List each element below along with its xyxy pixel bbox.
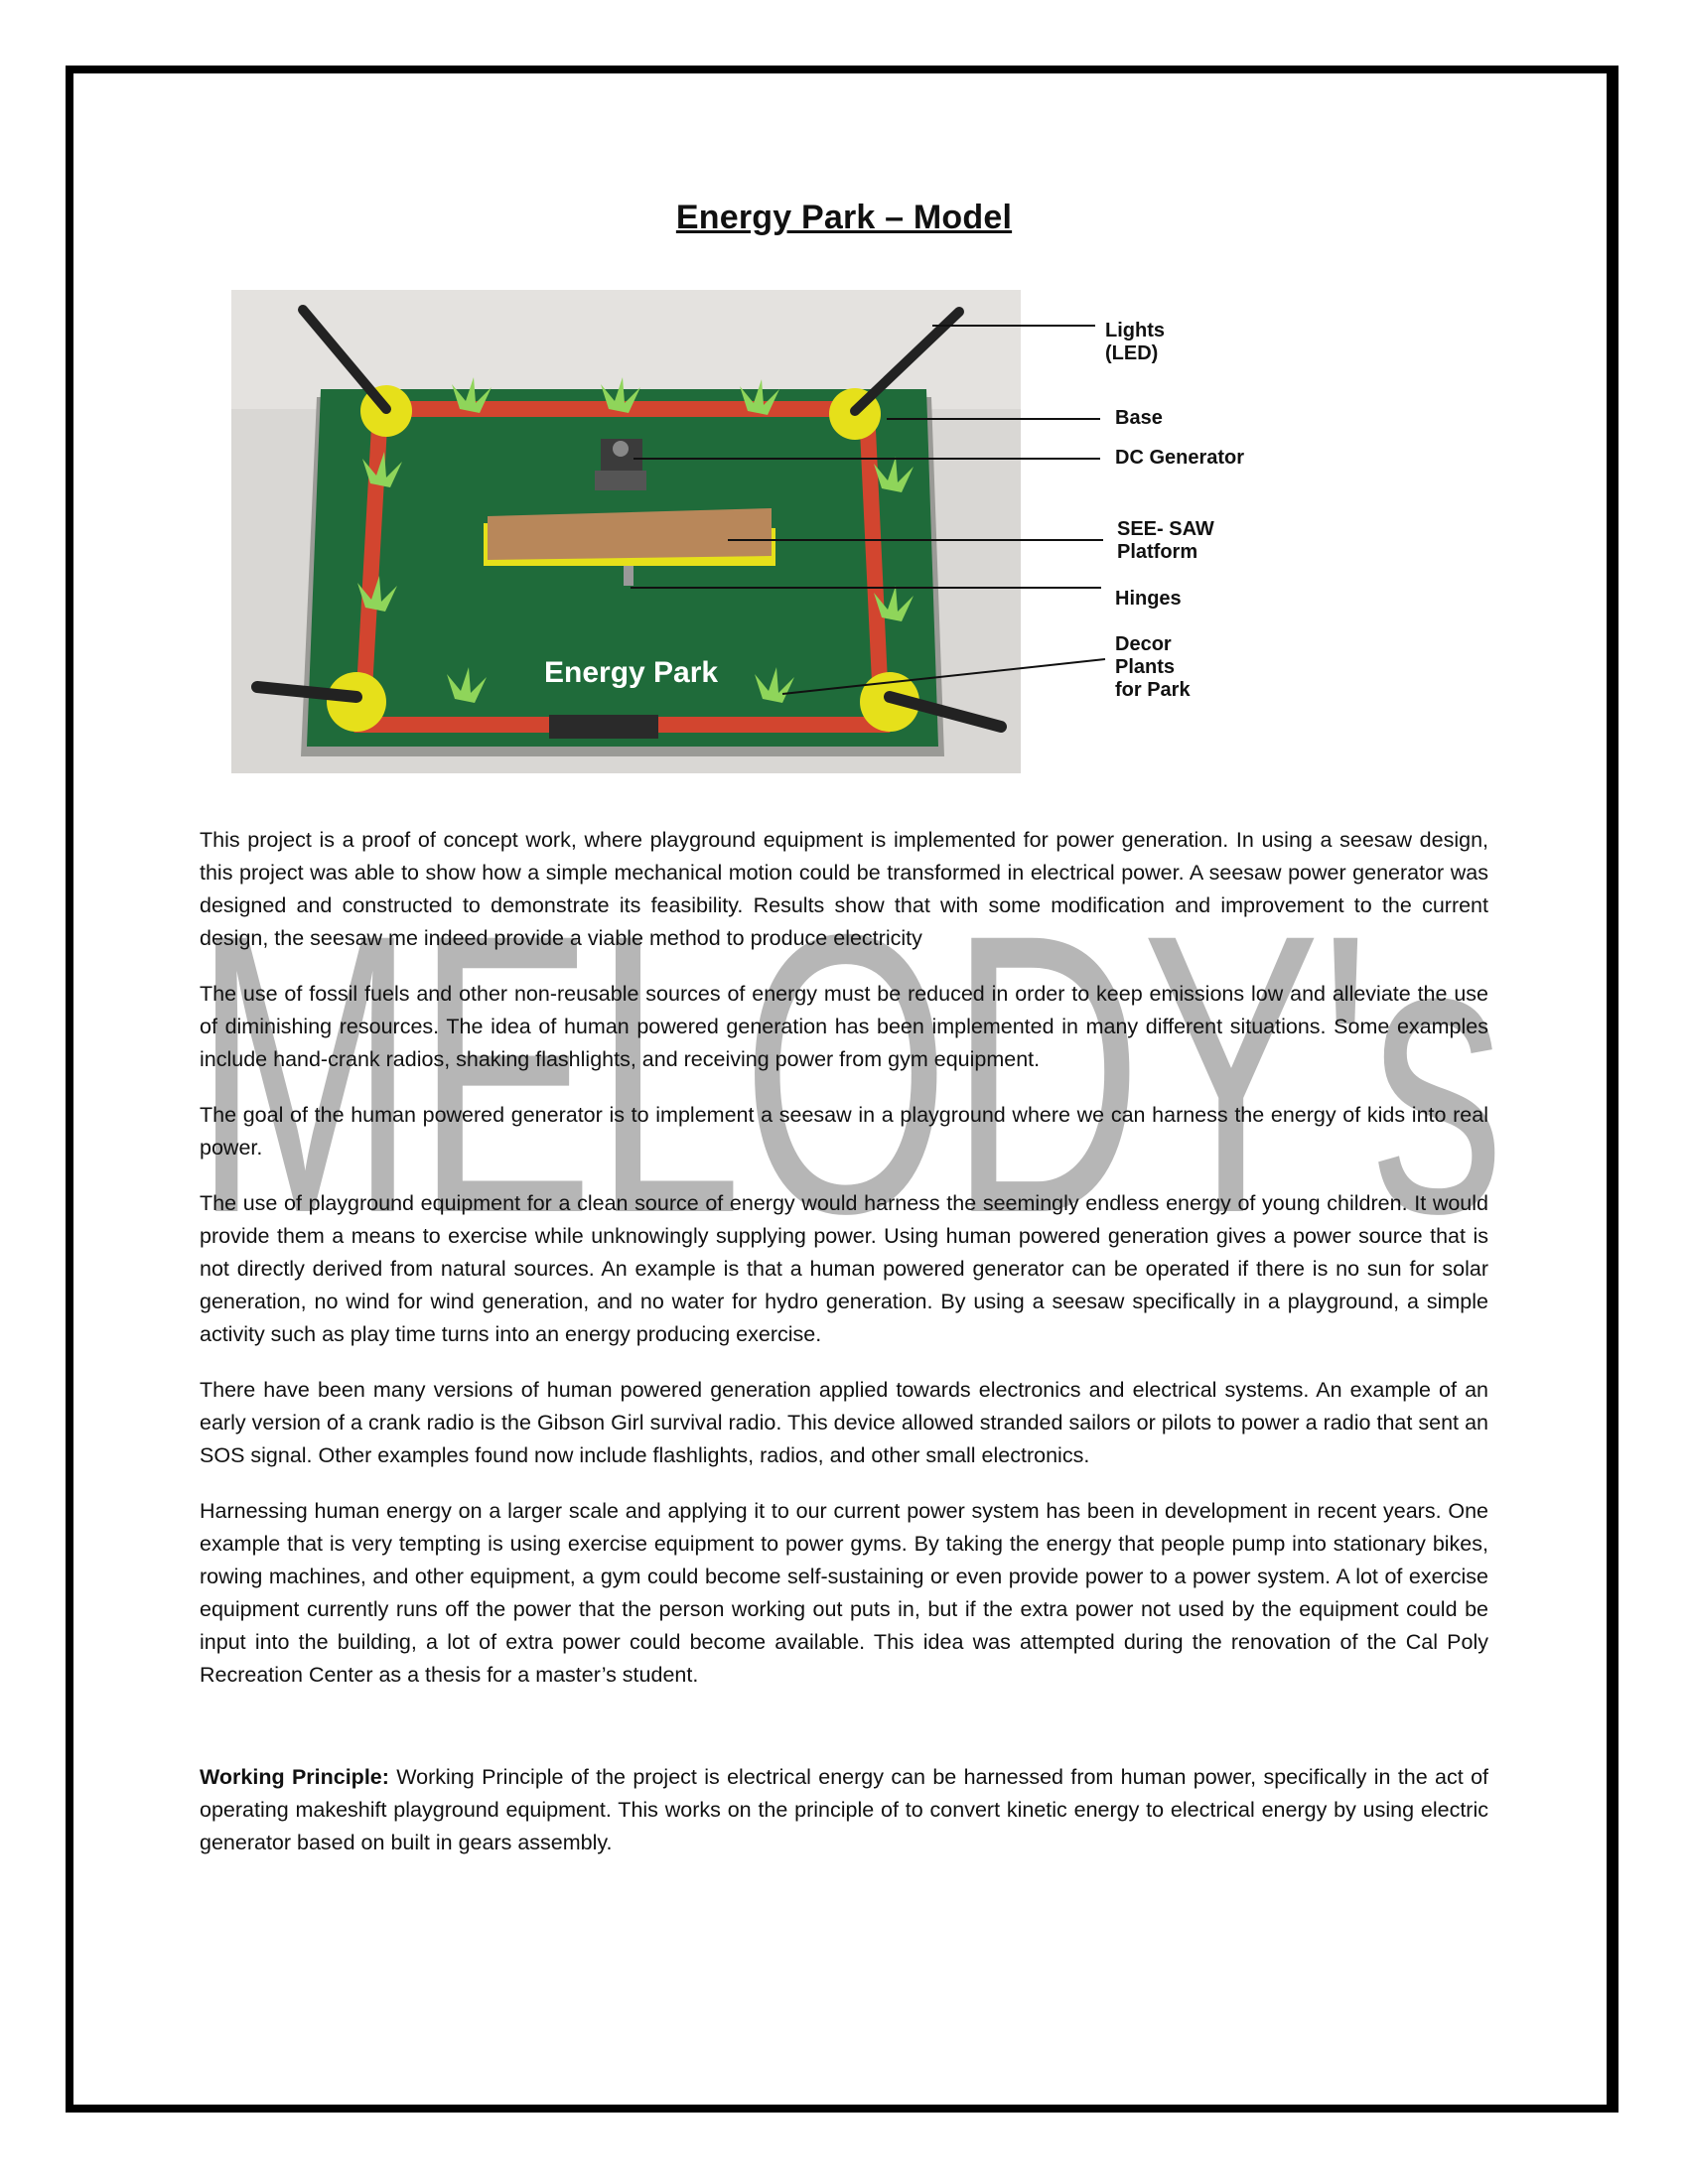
energy-park-figure <box>231 290 1284 773</box>
document-title: Energy Park – Model <box>675 199 1013 236</box>
paragraph-versions: There have been many versions of human powered generation applied towards electronics and electrical systems. An example of an early version of a crank radio is the Gibson Girl survival radio. This device allowed stranded sailors or pilots to power a radio that sent an SOS signal. Other examples found now include flashlights, radios, and other small electronics. <box>200 1378 1488 1467</box>
body-text <box>200 824 1488 1882</box>
callout-base: Base <box>1115 407 1163 429</box>
paragraph-playground-equipment: The use of playground equipment for a clean source of energy would harness the seemingly endless energy of young children. It would provide them a means to exercise while unknowingly supplying power. Using human powered generation gives a power source that is not directly derived from natural sources. An example is that a human powered generator can be operated if there is no sun for solar generation, no wind for wind generation, and no water for hydro generation. By using a seesaw specifically in a playground, a simple activity such as play time turns into an energy producing exercise. <box>200 1191 1488 1346</box>
working-principle-text: Working Principle of the project is electrical energy can be harnessed from human power, specifically in the act of operating makeshift playground equipment. This works on the principle of to convert kinetic energy to electrical energy by using electric generator based on built in gears assembly. <box>200 1765 1488 1854</box>
paragraph-fossil-fuels: The use of fossil fuels and other non-reusable sources of energy must be reduced in order to keep emissions low and alleviate the use of diminishing resources. The idea of human powered generation has been implemented in many different situations. Some examples include hand-crank radios, shaking flashlights, and receiving power from gym equipment. <box>200 982 1488 1071</box>
working-principle-label: Working Principle: <box>200 1765 389 1789</box>
callout-seesaw-platform: SEE- SAW Platform <box>1117 518 1214 563</box>
watermark-text: MELODY's <box>194 903 1504 1231</box>
paragraph-harnessing: Harnessing human energy on a larger scale and applying it to our current power system has been in development in recent years. One example that is very tempting is using exercise equipment to power gyms. By taking the energy that people pump into stationary bikes, rowing machines, and other equipment, a gym could become self-sustaining or even provide power to a power system. A lot of exercise equipment currently runs off the power that the person working out puts in, but if the extra power not used by the equipment could be input into the building, a lot of extra power could become available. This idea was attempted during the renovation of the Cal Poly Recreation Center as a thesis for a master’s student. <box>200 1499 1488 1687</box>
callout-dc-generator: DC Generator <box>1115 447 1245 469</box>
paragraph-intro: This project is a proof of concept work, where playground equipment is implemented for power generation. In using a seesaw design, this project was able to show how a simple mechanical motion could be transformed in electrical power. A seesaw power generator was designed and constructed to demonstrate its feasibility. Results show that with some modification and improvement to the current design, the seesaw me indeed provide a viable method to produce electricity <box>200 828 1488 950</box>
callout-lights: Lights (LED) <box>1105 320 1165 364</box>
board-label: Energy Park <box>544 656 719 689</box>
paragraph-working-principle <box>200 1761 1488 1859</box>
callout-hinges: Hinges <box>1115 588 1182 610</box>
page-border-right-rule <box>1607 66 1611 2113</box>
paragraph-goal: The goal of the human powered generator is to implement a seesaw in a playground where we can harness the energy of kids into real power. <box>200 1103 1488 1160</box>
callout-decor-plants: Decor Plants for Park <box>1115 633 1191 701</box>
